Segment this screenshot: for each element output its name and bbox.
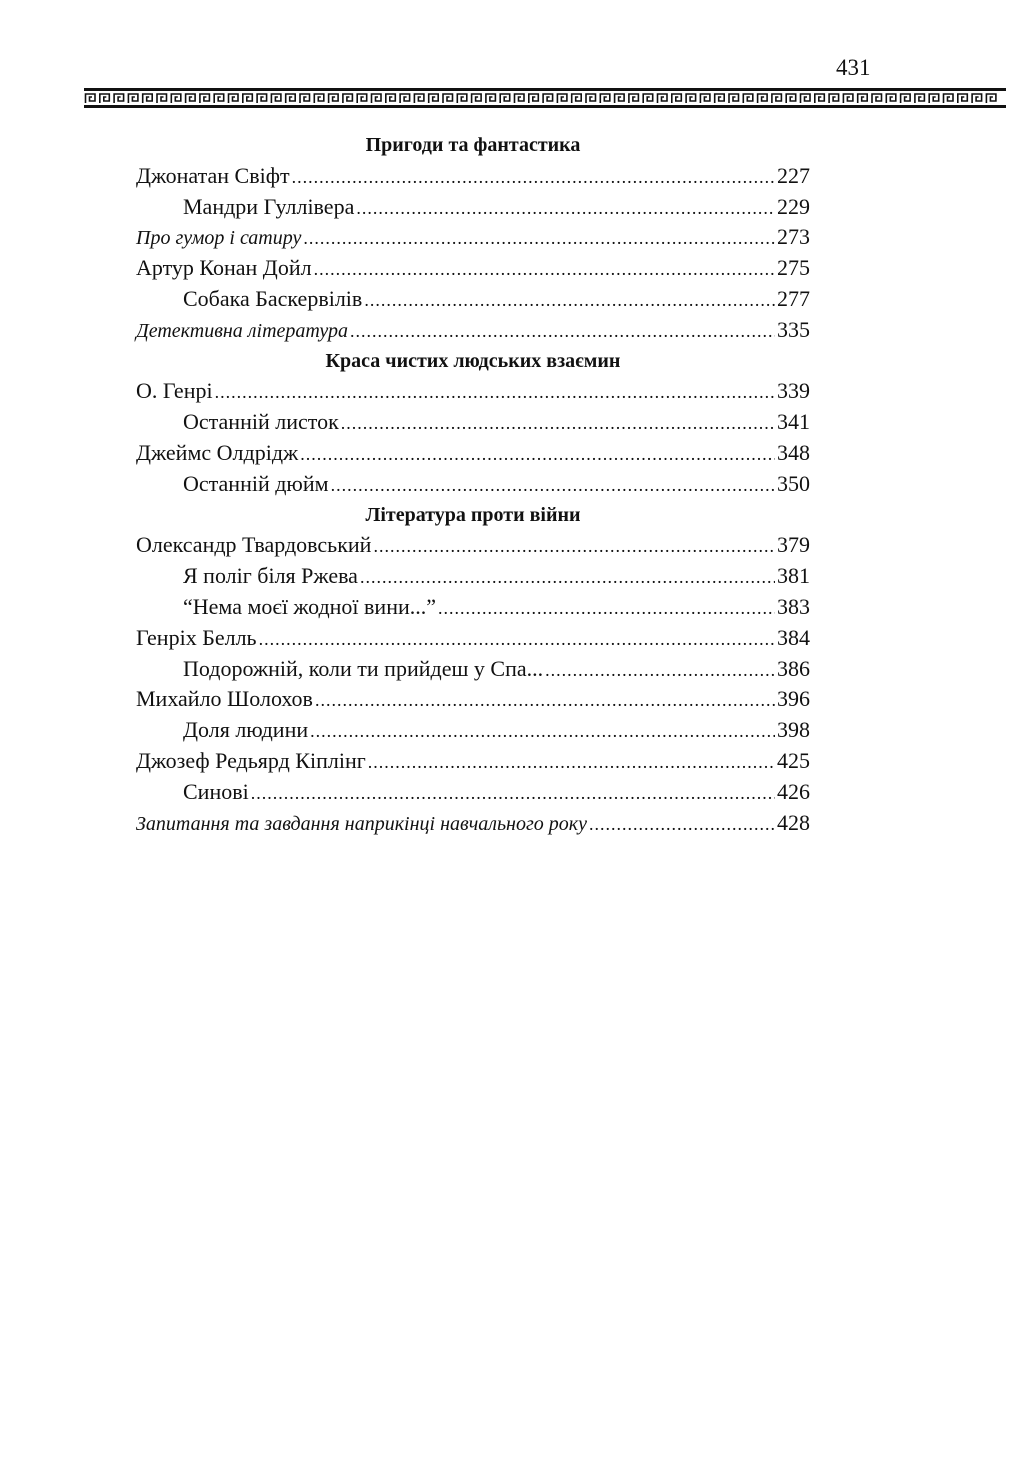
toc-entry[interactable]	[136, 253, 810, 284]
toc-entry[interactable]	[136, 623, 810, 654]
toc-dot-leader	[292, 162, 775, 193]
ornament-key-cell	[543, 94, 553, 103]
toc-entry-page-number: 398	[777, 717, 810, 743]
ornament-key-cell	[986, 94, 996, 103]
toc-entry-page-number: 425	[777, 747, 810, 773]
ornament-key-cell	[572, 94, 582, 103]
toc-entry[interactable]	[136, 469, 810, 500]
toc-entry-title: Джеймс Олдрідж	[136, 439, 299, 465]
ornament-key-cell	[114, 94, 124, 103]
section-heading: Краса чистих людських взаємин	[325, 349, 621, 372]
toc-entry[interactable]	[136, 192, 810, 223]
toc-dot-leader	[360, 562, 775, 593]
table-of-contents	[136, 130, 810, 838]
toc-entry-page-number: 335	[777, 316, 810, 342]
ornament-key-cell	[915, 94, 925, 103]
toc-entry-title: Останній листок	[183, 409, 339, 435]
toc-dot-leader	[368, 747, 775, 778]
ornament-key-cell	[400, 94, 410, 103]
ornament-key-cell	[171, 94, 181, 103]
toc-entry-page-number: 381	[777, 563, 810, 589]
toc-entry[interactable]	[136, 315, 810, 346]
toc-entry-title: Доля людини	[183, 717, 309, 743]
toc-entry[interactable]	[136, 438, 810, 469]
toc-dot-leader	[545, 655, 775, 686]
ornament-key-cell	[314, 94, 324, 103]
toc-entry-title: Синові	[183, 778, 249, 804]
ornament-key-cell	[143, 94, 153, 103]
toc-entry-page-number: 383	[777, 593, 810, 619]
ornament-key-cell	[86, 94, 96, 103]
ornament-key-cell	[500, 94, 510, 103]
toc-dot-leader	[315, 685, 775, 716]
toc-entry-title: Михайло Шолохов	[136, 686, 313, 712]
ornament-key-cell	[872, 94, 882, 103]
ornament-key-cell	[100, 94, 110, 103]
toc-dot-leader	[314, 254, 775, 285]
ornament-key-cell	[858, 94, 868, 103]
ornament-key-cell	[157, 94, 167, 103]
ornament-key-cell	[329, 94, 339, 103]
ornament-key-cell	[529, 94, 539, 103]
toc-dot-leader	[438, 593, 775, 624]
section-heading: Література проти війни	[365, 503, 581, 526]
toc-entry-title: Про гумор і сатиру	[136, 227, 302, 250]
ornament-key-cell	[472, 94, 482, 103]
ornament-key-cell	[443, 94, 453, 103]
toc-dot-leader	[589, 809, 775, 840]
toc-entry-title: Детективна література	[136, 319, 348, 342]
toc-entry-title: Генріх Белль	[136, 624, 257, 650]
ornament-key-cell	[629, 94, 639, 103]
ornament-key-cell	[615, 94, 625, 103]
toc-entry-page-number: 277	[777, 285, 810, 311]
ornament-key-cell	[300, 94, 310, 103]
toc-dot-leader	[350, 316, 775, 347]
toc-dot-leader	[251, 778, 775, 809]
toc-entry[interactable]	[136, 746, 810, 777]
toc-entry[interactable]	[136, 592, 810, 623]
ornament-key-cell	[700, 94, 710, 103]
ornament-key-cell	[729, 94, 739, 103]
ornament-key-cell	[972, 94, 982, 103]
toc-entry-page-number: 273	[777, 224, 810, 250]
toc-entry-page-number: 384	[777, 624, 810, 650]
ornament-key-cell	[658, 94, 668, 103]
ornament-key-cell	[128, 94, 138, 103]
ornament-key-cell	[772, 94, 782, 103]
toc-entry[interactable]	[136, 654, 810, 685]
ornament-key-cell	[243, 94, 253, 103]
ornament-key-cell	[886, 94, 896, 103]
toc-dot-leader	[215, 377, 775, 408]
ornament-key-cell	[271, 94, 281, 103]
toc-entry-title: Олександр Твардовський	[136, 532, 372, 558]
ornament-key-cell	[929, 94, 939, 103]
toc-entry-page-number: 348	[777, 439, 810, 465]
ornament-key-cell	[901, 94, 911, 103]
ornament-key-cell	[786, 94, 796, 103]
toc-entry-page-number: 426	[777, 778, 810, 804]
ornament-key-cell	[958, 94, 968, 103]
ornament-key-cell	[715, 94, 725, 103]
toc-dot-leader	[303, 223, 775, 254]
page-number: 431	[836, 55, 871, 80]
toc-entry[interactable]	[136, 715, 810, 746]
toc-entry-page-number: 229	[777, 193, 810, 219]
ornament-key-cell	[557, 94, 567, 103]
ornament-key-cell	[801, 94, 811, 103]
toc-dot-leader	[373, 531, 775, 562]
ornament-key-cell	[457, 94, 467, 103]
ornament-key-cell	[643, 94, 653, 103]
toc-entry-page-number: 350	[777, 470, 810, 496]
ornament-key-cell	[944, 94, 954, 103]
toc-entry-title: Я поліг біля Ржева	[183, 563, 358, 589]
toc-entry-title: Собака Баскервілів	[183, 285, 363, 311]
ornament-key-cell	[586, 94, 596, 103]
toc-entry-page-number: 379	[777, 532, 810, 558]
toc-entry[interactable]	[136, 284, 810, 315]
toc-entry[interactable]	[136, 808, 810, 839]
ornament-key-cell	[372, 94, 382, 103]
ornament-key-cell	[200, 94, 210, 103]
toc-entry-title: Подорожній, коли ти прийдеш у Спа...	[183, 655, 544, 681]
toc-entry-title: Мандри Гуллівера	[183, 193, 355, 219]
ornament-key-cell	[214, 94, 224, 103]
toc-entry-title: Джозеф Редьярд Кіплінг	[136, 747, 366, 773]
toc-entry[interactable]	[136, 530, 810, 561]
toc-dot-leader	[300, 439, 775, 470]
ornament-key-cell	[515, 94, 525, 103]
ornament-key-cell	[843, 94, 853, 103]
toc-entry-page-number: 227	[777, 162, 810, 188]
toc-entry[interactable]	[136, 684, 810, 715]
toc-dot-leader	[364, 285, 775, 316]
ornament-key-cell	[758, 94, 768, 103]
ornament-key-cell	[672, 94, 682, 103]
toc-dot-leader	[331, 470, 775, 501]
ornament-key-cell	[486, 94, 496, 103]
ornament-key-cell	[743, 94, 753, 103]
ornament-key-cell	[257, 94, 267, 103]
ornament-key-cell	[386, 94, 396, 103]
ornament-key-cell	[600, 94, 610, 103]
toc-entry-title: Джонатан Свіфт	[136, 162, 290, 188]
ornament-key-cell	[429, 94, 439, 103]
toc-entry[interactable]	[136, 222, 810, 253]
toc-entry-page-number: 341	[777, 409, 810, 435]
toc-entry-title: Запитання та завдання наприкінці навчального року	[136, 812, 588, 835]
ornament-key-cell	[286, 94, 296, 103]
ornament-key-cell	[414, 94, 424, 103]
toc-entry[interactable]	[136, 561, 810, 592]
toc-dot-leader	[356, 193, 775, 224]
toc-entry[interactable]	[136, 777, 810, 808]
ornament-key-cell	[686, 94, 696, 103]
toc-entry[interactable]	[136, 376, 810, 407]
ornament-key-cell	[186, 94, 196, 103]
ornament-key-cell	[357, 94, 367, 103]
ornament-key-cell	[229, 94, 239, 103]
toc-entry[interactable]	[136, 161, 810, 192]
toc-entry-page-number: 428	[777, 809, 810, 835]
toc-entry-page-number: 339	[777, 378, 810, 404]
toc-entry-title: Останній дюйм	[183, 470, 329, 496]
toc-entry-title: Артур Конан Дойл	[136, 255, 312, 281]
toc-dot-leader	[310, 716, 775, 747]
toc-entry-page-number: 396	[777, 686, 810, 712]
toc-entry-title: “Нема моєї жодної вини...”	[183, 593, 436, 619]
greek-key-ornament-border	[84, 88, 1006, 108]
toc-dot-leader	[259, 624, 775, 655]
toc-entry-page-number: 386	[777, 655, 810, 681]
ornament-key-cell	[829, 94, 839, 103]
ornament-key-cell	[815, 94, 825, 103]
section-heading: Пригоди та фантастика	[365, 134, 581, 156]
toc-entry-page-number: 275	[777, 255, 810, 281]
toc-entry[interactable]	[136, 407, 810, 438]
toc-entry-title: О. Генрі	[136, 378, 213, 404]
ornament-key-cell	[343, 94, 353, 103]
toc-dot-leader	[341, 408, 775, 439]
